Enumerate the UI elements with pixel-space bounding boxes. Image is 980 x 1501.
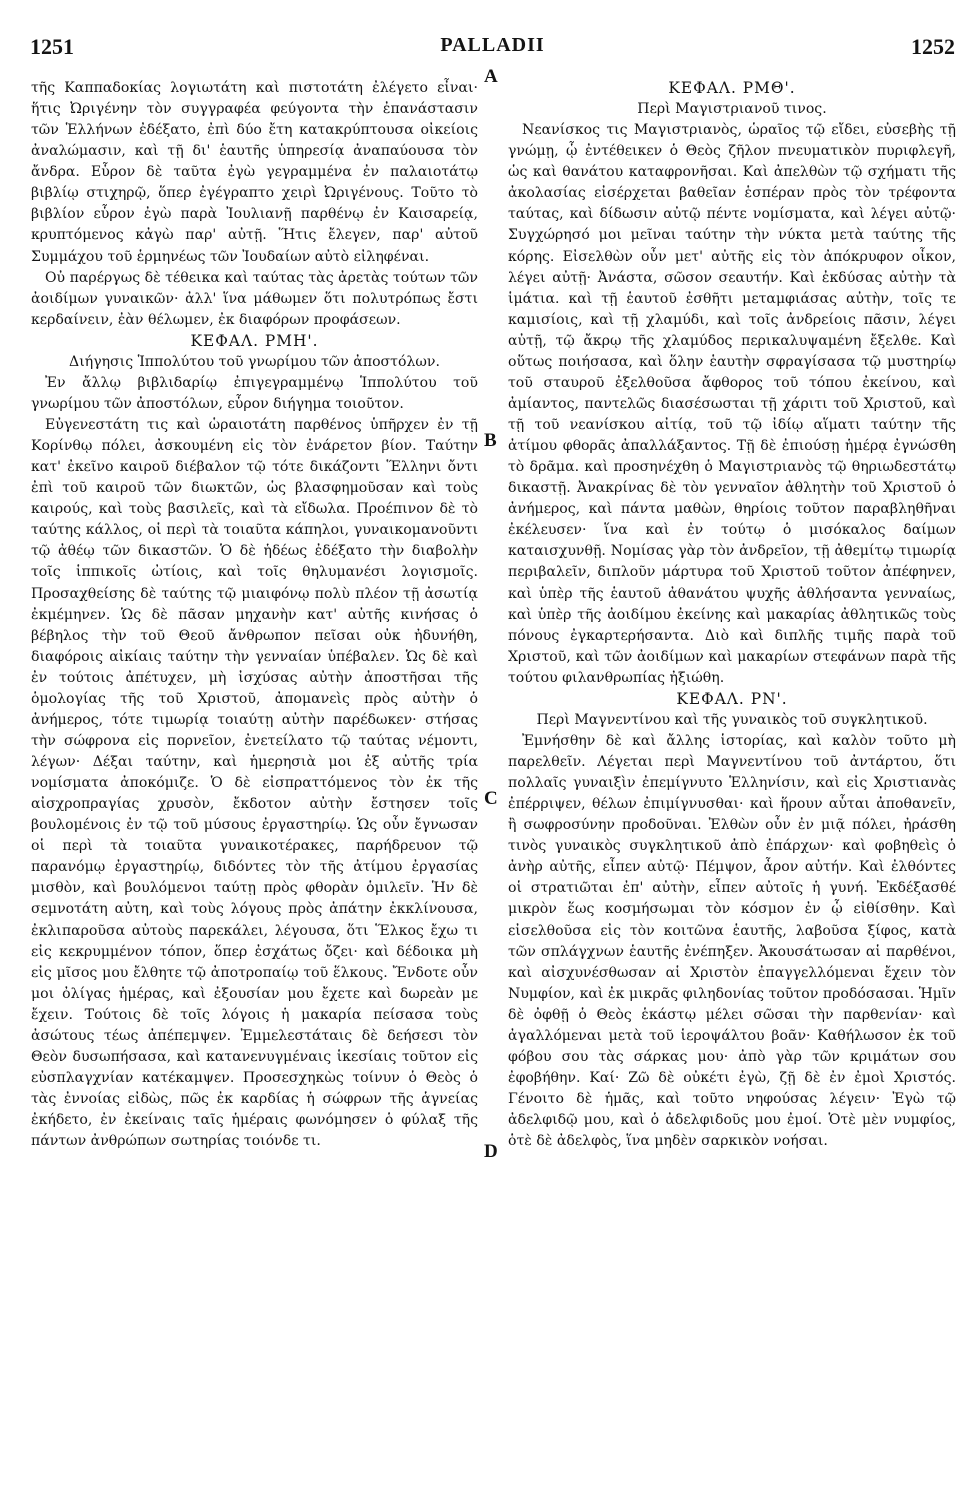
running-title: PALLADII [440,34,545,56]
section-marker-b: B [484,430,497,451]
page-header [30,34,955,70]
left-column [31,78,478,1152]
chapter-heading: ΚΕΦΑΛ. ΡΜΗ'. [190,331,319,350]
section-marker-a: A [484,66,498,87]
chapter-subtitle: Περὶ Μαγνεντίνου καὶ τῆς γυναικὸς τοῦ συγκλητικοῦ. [536,711,928,728]
chapter-subtitle: Περὶ Μαγιστριανοῦ τινος. [637,101,827,118]
section-marker-d: D [484,1141,498,1162]
page-number-right: 1252 [911,34,955,59]
paragraph: Οὐ παρέργως δὲ τέθεικα καὶ ταύτας τὰς ἀρετὰς τούτων τῶν ἀοιδίμων γυναικῶν· ἀλλ' ἵνα μάθωμεν ὅτι πολυτρόπως ἔστι κερδαίνειν, ἐὰν θέλωμεν, ἐκ διαφόρων προφάσεων. [31,269,478,328]
chapter-heading: ΚΕΦΑΛ. ΡΝ'. [676,689,788,708]
paragraph: Ἐν ἄλλῳ βιβλιδαρίῳ ἐπιγεγραμμένῳ Ἱππολύτου τοῦ γνωρίμου τῶν ἀποστόλων, εὗρον διήγημα τοιοῦτον. [31,374,478,412]
paragraph: Εὐγενεστάτη τις καὶ ὡραιοτάτη παρθένος ὑπῆρχεν ἐν τῇ Κορίνθῳ πόλει, ἀσκουμένη εἰς τὸν ἐνάρετον βίον. Ταύτην κατ' ἐκεῖνο καιροῦ διέβαλον τῷ τότε δικάζοντι Ἕλληνι ὄντι ἐπὶ τοῦ καιροῦ τῶν διωκτῶν, ὡς βλασφημοῦσαν καὶ τοὺς καιρούς, καὶ τοὺς βασιλεῖς, καὶ τὰ εἴδωλα. Προέπινον δὲ τὸ ταύτης κάλλος, οἱ περὶ τὰ τοιαῦτα κάπηλοι, γυναικομανοῦντι τῷ ἀθέῳ τῶν δικαστῶν. Ὁ δὲ ἡδέως ἐδέξατο τὴν διαβολὴν τοῖς ἱππικοῖς ὠτίοις, καὶ τοῖς θηλυμανέσι λογισμοῖς. Προσαχθείσης δὲ ταύτης τῷ μιαιφόνῳ πολὺ πλέον τῇ ἀσωτίᾳ ἐκμέμηνεν. Ὡς δὲ πᾶσαν μηχανὴν κατ' αὐτῆς κινήσας ὁ βέβηλος τὴν τοῦ Θεοῦ ἄνθρωπον πεῖσαι οὐκ ἠδυνήθη, διαφόροις αἰκίαις ταύτην τὴν γενναίαν ὑπέβαλεν. Ὡς δὲ καὶ ἐν τούτοις ἀπέτυχεν, μὴ ἰσχύσας αὐτὴν ἀποστῆσαι τῆς ὁμολογίας τῆς τοῦ Χριστοῦ, ἀπομανεὶς πρὸς αὐτὴν ὁ ἀνήμερος, τότε τιμωρίᾳ τοιαύτῃ αὐτὴν παρέδωκεν· στήσας τὴν σώφρονα εἰς πορνεῖον, ἐνετείλατο τῷ ταύτας νέμοντι, λέγων· Δέξαι ταύτην, καὶ ἡμερησιὰ μοι ἐξ αὐτῆς τρία νομίσματα ἀποκόμιζε. Ὁ δὲ εἰσπραττόμενος τὸν ἐκ τῆς αἰσχροπραγίας χρυσὸν, ἔκδοτον αὐτὴν ἔστησεν τοῖς βουλομένοις ἐν τῷ τοῦ μύσους ἐργαστηρίῳ. Ὡς οὖν ἔγνωσαν οἱ περὶ τὰ τοιαῦτα γυναικοτέρακες, παρήδρευον τῷ παρανόμῳ ἐργαστηρίῳ, διδόντες τὸν τῆς ἀτίμου ἐργασίας μισθὸν, καὶ βουλόμενοι ταύτῃ πρὸς φθορὰν ὁμιλεῖν. Ἡν δὲ σεμνοτάτη αὐτη, καὶ τοὺς λόγους πρὸς ἀπάτην ἐκκλίνουσα, ἐκλιπαροῦσα αὐτοὺς παρεκάλει, λέγουσα, ὅτι Ἕλκος ἔχω τι εἰς κεκρυμμένον τόπον, ὅπερ ἐσχάτως ὄζει· καὶ δέδοικα μὴ εἰς μῖσος μου ἔλθητε τῷ ἀποτροπαίῳ τοῦ ἕλκους. Ἔνδοτε οὖν μοι ὀλίγας ἡμέρας, καὶ ἐξουσίαν μου ἔχετε καὶ δωρεὰν με ἔχειν. Τούτοις δὲ τοῖς λόγοις ἡ μακαρία πείσασα τοὺς ἀσώτους τέως ἀπέπεμψεν. Ἐμμελεστάταις δὲ δεήσεσι τὸν Θεὸν δυσωπήσασα, καὶ κατανενυγμέναις ἱκεσίαις τοῦτον εἰς εὐσπλαγχνίαν κατέκαμψεν. Προσεσχηκὼς τοίνυν ὁ Θεὸς ὁ τὰς ἐννοίας εἰδὼς, πῶς ἐκ καρδίας ἡ σώφρων τῆς ἁγνείας ἐκήδετο, ἐν ἐκείναις ταῖς ἡμέραις φωνόμησεν ὁ φύλαξ τῆς πάντων ἀνθρώπων σωτηρίας τοιόνδε τι. [31,417,478,1150]
page-number-left: 1251 [30,34,74,59]
section-marker-c: C [484,788,498,809]
paragraph: τῆς Καππαδοκίας λογιωτάτη καὶ πιστοτάτη ἐλέγετο εἶναι· ἥτις Ὠριγένην τὸν συγγραφέα φεύγοντα τὴν ἐπανάστασιν τῶν Ἑλλήνων ἐδέξατο, ἐπὶ δύο ἔτη κατακρύπτουσα οἰκείοις ἀναλώμασιν, καὶ τῇ δι' ἑαυτῆς ὑπηρεσίᾳ ἀναπαύουσα τὸν ἄνδρα. Εὗρον δὲ ταῦτα ἐγὼ γεγραμμένα ἐν παλαιοτάτῳ βιβλίῳ στιχηρῷ, ὅπερ ἐγέγραπτο χειρὶ Ὠριγένους. Τοῦτο τὸ βιβλίον εὗρον ἐγὼ παρὰ Ἰουλιανῇ παρθένῳ ἐν Καισαρείᾳ, κρυπτόμενος κἀγὼ παρ' αὐτῇ. Ἥτις ἔλεγεν, παρ' αὐτοῦ Συμμάχου τοῦ ἑρμηνέως τῶν Ἰουδαίων αὐτὸ εἰληφέναι. [31,80,478,265]
paragraph: Ἐμνήσθην δὲ καὶ ἄλλης ἱστορίας, καὶ καλὸν τοῦτο μὴ παρελθεῖν. Λέγεται περὶ Μαγνεντίνου τοῦ ἀντάρτου, ὅτι πολλαῖς γυναιξὶν ἐπεμίγνυτο Ἑλληνίσιν, καὶ εἰς Χριστιανὰς ἐπέρριψεν, θέλων ἐπιμίγνυσθαι· καὶ ἥρουν αὗται ἀποθανεῖν, ἢ σωφροσύνην προδοῦναι. Ἐλθὼν οὖν ἐν μιᾷ πόλει, ἠράσθη τινὸς γυναικὸς συγκλητικοῦ ἀπὸ ἐπάρχων· καὶ φοβηθεὶς ὁ ἀνὴρ αὐτῆς, εἶπεν αὐτῷ· Πέμψον, ἆρον αὐτήν. Καὶ ἐλθόντες οἱ στρατιῶται ἐπ' αὐτὴν, εἶπεν αὐτοῖς ἡ γυνή. Ἐκδέξασθέ μικρὸν ἕως κοσμήσωμαι τὸν κόσμον ἐν ᾧ εἰθίσθην. Καὶ εἰσελθοῦσα εἰς τὸν κοιτῶνα ἑαυτῆς, λαβοῦσα ξίφος, κατὰ τῶν σπλάγχνων ἑαυτῆς ἐνέπηξεν. Ἀκουσάτωσαν αἱ παρθένοι, καὶ αἰσχυνέσθωσαν αἱ Χριστὸν ἐπαγγελλόμεναι ἔχειν τὸν Νυμφίον, καὶ ἐκ μικρᾶς φιληδονίας τοῦτον προδόσασαι. Ἡμῖν δὲ ὀφθῇ ὁ Θεὸς ἑκάστῳ μέλει σῶσαι τὴν παρθενίαν· καὶ ἀγαλλόμεναι μετὰ τοῦ ἱεροψάλτου βοᾶν· Καθήλωσον ἐκ τοῦ φόβου σου τὰς σάρκας μου· ἀπὸ γὰρ τῶν κριμάτων σου ἐφοβήθην. Καί· Ζῶ δὲ οὐκέτι ἐγὼ, ζῇ δὲ ἐν ἐμοὶ Χριστός. Γένοιτο δὲ ἡμᾶς, καὶ τοῦτο νηφούσας λέγειν· Ἐγὼ τῷ ἀδελφιδῷ μου, καὶ ὁ ἀδελφιδοῦς μου ἐμοί. Ὁτὲ μὲν νυμφίος, ὁτὲ δὲ ἀδελφὸς, ἵνα μηδὲν σαρκικὸν νοήσαι. [508,732,956,1150]
paragraph: Νεανίσκος τις Μαγιστριανὸς, ὡραῖος τῷ εἴδει, εὐσεβὴς τῇ γνώμῃ, ᾧ ἐντέθεικεν ὁ Θεὸς ζῆλον πνευματικὸν πυριφλεγῆ, ὡς καὶ θανάτου καταφρονῆσαι. Καὶ ἀπελθὼν τῷ σχήματι τῆς ἀκολασίας εἰσέρχεται βαθεῖαν ἑσπέραν πρὸς τὸν τρέφοντα ταύτας, καὶ δίδωσιν αὐτῷ πέντε νομίσματα, καὶ λέγει αὐτῷ· Συγχώρησό μοι μεῖναι ταύτην τὴν νύκτα μετὰ ταύτης τῆς κόρης. Εἰσελθὼν οὖν μετ' αὐτῆς εἰς τὸν ἀπόκρυφον οἶκον, λέγει αὐτῇ· Ἀνάστα, σῶσον σεαυτήν. Καὶ ἐκδύσας αὐτὴν τὰ ἱμάτια. καὶ τῇ ἑαυτοῦ ἐσθῆτι μεταμφιάσας αὐτὴν, τοῖς τε καμισίοις, καὶ τῇ χλαμύδι, καὶ τοῖς ἀνδρείοις πᾶσιν, λέγει αὐτῇ, τῷ ἄκρῳ τῆς χλαμύδος περικαλυψαμένη ἔξελθε. Καὶ οὕτως ποιήσασα, καὶ ὅλην ἑαυτὴν σφραγίσασα τῷ μυστηρίῳ τοῦ σταυροῦ ἐξελθοῦσα ἄφθορος τοῦ τόπου ἐκείνου, καὶ ἀμίαντος, παντελῶς διασέσωσται τῇ χάριτι τοῦ Χριστοῦ, καὶ τῇ τοῦ νεανίσκου αἰτίᾳ, τοῦ τῷ ἰδίῳ αἵματι ταύτην τῆς ἀτίμου φθορᾶς ἀπαλλάξαντος. Τῇ δὲ ἐπιούσῃ ἡμέρᾳ ἐγνώσθη τὸ δρᾶμα. καὶ προσηνέχθη ὁ Μαγιστριανὸς τῷ θηριωδεστάτῳ δικαστῇ. Ἀνακρίνας δὲ τὸν γενναῖον ἀθλητὴν τοῦ Χριστοῦ ὁ ἀνήμερος, καὶ πάντα μαθὼν, θηρίοις τοῦτον παραβληθῆναι ἐκέλευσεν· ἵνα καὶ ἐν τούτῳ ὁ μισόκαλος δαίμων καταισχυνθῇ. Νομίσας γὰρ τὸν ἀνδρεῖον, τῇ ἀθεμίτῳ τιμωρίᾳ περιβαλεῖν, διπλοῦν μάρτυρα τοῦ Χριστοῦ τοῦτον ἀπέφηνεν, καὶ ὑπὲρ τῆς ἑαυτοῦ ἀθανάτου ψυχῆς ἀθλήσαντα γενναίως, καὶ ὑπὲρ τῆς ἀοιδίμου ἐκείνης καὶ μακαρίας ἀθλητικῶς τοὺς πόνους ἐγκαρτερήσαντα. Διὸ καὶ διπλῆς τιμῆς παρὰ τοῦ Χριστοῦ, καὶ τῶν ἀοιδίμων καὶ μακαρίων στεφάνων παρὰ τῆς τούτου φιλανθρωπίας ἠξιώθη. [508,122,956,686]
right-column [508,78,956,1152]
chapter-subtitle: Διήγησις Ἱππολύτου τοῦ γνωρίμου τῶν ἀποστόλων. [69,353,440,370]
chapter-heading: ΚΕΦΑΛ. ΡΜΘ'. [668,79,796,97]
